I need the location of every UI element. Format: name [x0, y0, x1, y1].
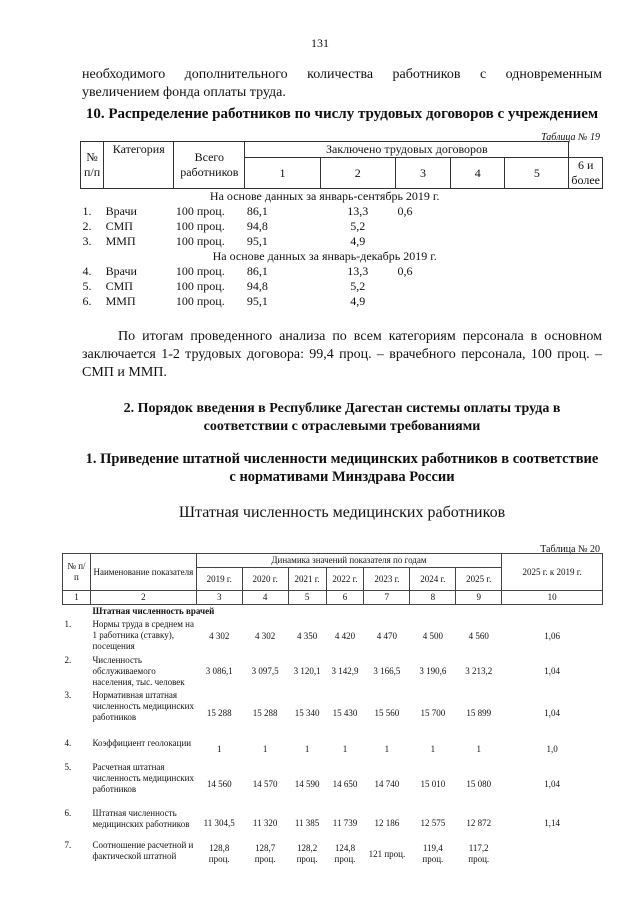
row-value: 14 570 [252, 778, 278, 789]
group-title: Штатная численность врачей [92, 606, 215, 616]
section-row [81, 189, 603, 205]
row-value: 14 650 [332, 778, 358, 789]
col-number-8: 8 [410, 591, 456, 605]
col-year-4: 2023 г. [364, 568, 410, 591]
row-contracts-3 [395, 294, 450, 309]
row-ratio: 1,14 [544, 817, 560, 828]
row-name: Нормативная штатная численность медицинских работников [92, 690, 194, 722]
row-empty [451, 219, 569, 234]
row-name: Штатная численность медицинских работников [92, 808, 190, 829]
col-contracts-4: 4 [451, 158, 505, 189]
row-value: 3 190,6 [419, 666, 447, 676]
row-total: 100 проц. [175, 294, 225, 308]
table-row [63, 689, 603, 737]
col-number-2: 2 [90, 591, 196, 605]
row-number: 2. [64, 655, 72, 665]
row-value: 12 575 [420, 817, 446, 828]
row-total: 100 проц. [175, 264, 225, 278]
row-value: 4 560 [468, 630, 489, 641]
row-contracts-2: 13,3 [347, 264, 369, 278]
col-number-9: 9 [456, 591, 502, 605]
row-value: 4 350 [296, 630, 318, 641]
row-value: 4 500 [422, 630, 443, 641]
row-value: 11 739 [332, 817, 358, 828]
row-empty [451, 234, 569, 249]
row-value: 15 288 [206, 707, 232, 718]
col-year-3: 2022 г. [326, 568, 364, 591]
col-contracts-1: 1 [245, 158, 320, 189]
intro-paragraph: необходимого дополнительного количества работников с одновременным увеличением фонда оплаты труда. [82, 67, 602, 100]
row-value: 1 [384, 743, 390, 754]
row-contracts-3 [395, 279, 450, 294]
row-contracts-2: 13,3 [347, 204, 369, 218]
row-ratio: 1,04 [544, 666, 560, 676]
table-row [63, 761, 603, 807]
col-contracts-2: 2 [320, 158, 395, 189]
row-name: Соотношение расчетной и фактической штатной [92, 840, 194, 861]
table-20-header-row [63, 554, 603, 568]
col-contracts-header: Заключено трудовых договоров [245, 142, 569, 158]
table-20-label: Таблица № 20 [540, 544, 600, 555]
row-value: 15 010 [420, 778, 446, 789]
row-value: 4 470 [376, 630, 398, 641]
row-total: 100 проц. [175, 279, 225, 293]
row-value: 128,8 проц. [208, 843, 230, 864]
row-value: 1 [430, 743, 436, 754]
row-name: Расчетная штатная численность медицинских работников [92, 762, 194, 794]
row-value: 1 [342, 743, 348, 754]
row-value: 15 560 [374, 707, 400, 718]
summary-paragraph: По итогам проведенного анализа по всем категориям персонала в основном заключается 1-2 трудовых договора: 99,4 проц. – врачебного персонала, 100 проц. – СМП и ММП. [82, 329, 602, 380]
row-value: 14 740 [374, 778, 400, 789]
row-category: Врачи [105, 204, 137, 218]
section-10-title: 10. Распределение работников по числу трудовых договоров с учреждением [85, 106, 599, 122]
row-empty [451, 294, 569, 309]
row-value: 117,2 проц. [468, 843, 490, 864]
row-empty [451, 279, 569, 294]
table-19-header-row [81, 142, 603, 158]
col-num-header: № п/п [81, 142, 104, 189]
row-contracts-3 [395, 219, 450, 234]
row-category: Врачи [105, 264, 137, 278]
col-dynamics-header: Динамика значений показателя по годам [196, 554, 501, 568]
row-number: 5. [64, 762, 72, 772]
row-number: 2. [82, 219, 92, 233]
row-contracts-3: 0,6 [397, 264, 413, 278]
row-contracts-3 [395, 234, 450, 249]
section-title: На основе данных за январь-сентябрь 2019 г. [209, 189, 440, 203]
row-empty [451, 204, 569, 219]
row-ratio: 1,0 [546, 743, 558, 754]
group-row [63, 605, 603, 619]
row-category: СМП [105, 279, 133, 293]
row-number: 4. [64, 738, 72, 748]
table-20-colnum-row [63, 591, 603, 605]
col-year-6: 2025 г. [456, 568, 502, 591]
table-row [81, 204, 603, 219]
row-ratio: 1,06 [544, 630, 560, 641]
row-number: 6. [64, 808, 72, 818]
section-2-title: 2. Порядок введения в Республике Дагестан системы оплаты труда в соответствии с отраслевыми требованиями [123, 401, 561, 434]
row-value: 128,7 проц. [254, 843, 276, 864]
col-contracts-6: 6 и более [569, 158, 603, 189]
row-value: 15 340 [294, 707, 320, 718]
row-value: 15 288 [252, 707, 278, 718]
row-contracts-2: 4,9 [350, 234, 366, 248]
row-value: 15 899 [466, 707, 492, 718]
row-value: 124,8 проц. [334, 843, 356, 864]
page-number: 131 [311, 36, 329, 50]
row-ratio: 1,04 [544, 707, 560, 718]
col-number-6: 6 [326, 591, 364, 605]
table-row [81, 219, 603, 234]
row-contracts-1: 95,1 [246, 234, 268, 248]
col-number-3: 3 [196, 591, 242, 605]
row-category: СМП [105, 219, 133, 233]
col-number-10: 10 [502, 591, 603, 605]
row-contracts-1: 94,8 [246, 219, 268, 233]
row-value: 3 166,5 [373, 666, 401, 676]
row-value: 3 097,5 [251, 666, 279, 676]
row-value: 11 320 [252, 817, 278, 828]
row-value: 4 302 [255, 630, 276, 641]
col-year-0: 2019 г. [196, 568, 242, 591]
row-value: 121 проц. [368, 848, 406, 859]
table-row [63, 737, 603, 761]
row-contracts-1: 94,8 [246, 279, 268, 293]
row-value: 1 [216, 743, 222, 754]
col-number-5: 5 [288, 591, 326, 605]
row-value: 128,2 проц. [296, 843, 318, 864]
row-empty [451, 264, 569, 279]
table-19-label: Таблица № 19 [541, 132, 600, 143]
row-value: 4 420 [334, 630, 356, 641]
row-category: ММП [105, 294, 136, 308]
row-value: 3 142,9 [331, 666, 359, 676]
table-row [63, 807, 603, 839]
table-20 [62, 553, 603, 869]
row-number: 3. [64, 690, 72, 700]
row-total: 100 проц. [175, 219, 225, 233]
row-value: 14 560 [206, 778, 232, 789]
col-year-2: 2021 г. [288, 568, 326, 591]
row-value: 11 385 [294, 817, 320, 828]
col-name-header: Наименование показателя [90, 554, 196, 591]
table-row [81, 294, 603, 309]
row-ratio: 1,04 [544, 778, 560, 789]
row-number: 1. [82, 204, 92, 218]
col-ratio-header: 2025 г. к 2019 г. [502, 554, 603, 591]
row-value: 3 120,1 [293, 666, 321, 676]
row-name: Коэффициент геолокации [92, 738, 192, 748]
row-value: 11 304,5 [203, 817, 235, 828]
row-value: 12 872 [466, 817, 492, 828]
row-value: 119,4 проц. [422, 843, 444, 864]
row-value: 15 430 [332, 707, 358, 718]
row-name: Численность обслуживаемого населения, тыс. человек [92, 655, 185, 687]
row-value: 15 700 [420, 707, 446, 718]
row-value: 15 080 [466, 778, 492, 789]
col-year-5: 2024 г. [410, 568, 456, 591]
col-number-7: 7 [364, 591, 410, 605]
row-contracts-2: 5,2 [350, 279, 366, 293]
row-contracts-1: 86,1 [246, 264, 268, 278]
table-19 [80, 141, 603, 309]
row-number: 7. [64, 840, 72, 850]
row-number: 5. [82, 279, 92, 293]
col-total-header: Всего работников [174, 142, 245, 189]
table-row [81, 279, 603, 294]
col-year-1: 2020 г. [242, 568, 288, 591]
row-value: 1 [476, 743, 481, 754]
row-number: 6. [82, 294, 92, 308]
section-title: На основе данных за январь-декабрь 2019 г. [212, 249, 437, 263]
row-number: 1. [64, 619, 72, 629]
section-row [81, 249, 603, 264]
row-value: 1 [304, 743, 310, 754]
row-category: ММП [105, 234, 136, 248]
row-value: 3 213,2 [465, 666, 493, 676]
row-contracts-1: 86,1 [246, 204, 268, 218]
row-contracts-3: 0,6 [397, 204, 413, 218]
staff-title: Штатная численность медицинских работников [178, 504, 506, 521]
table-row [63, 839, 603, 869]
row-value: 12 186 [374, 817, 400, 828]
row-contracts-2: 5,2 [350, 219, 366, 233]
row-value: 14 590 [294, 778, 320, 789]
col-contracts-3: 3 [395, 158, 450, 189]
row-total: 100 проц. [175, 234, 225, 248]
row-total: 100 проц. [175, 204, 225, 218]
col-contracts-5: 5 [505, 158, 569, 189]
row-number: 4. [82, 264, 92, 278]
col-number-4: 4 [242, 591, 288, 605]
row-number: 3. [82, 234, 92, 248]
col-num-header: № п/п [63, 554, 91, 591]
section-1-title: 1. Приведение штатной численности медицинских работников в соответствие с нормативами Минздрава России [85, 451, 599, 485]
table-row [63, 654, 603, 689]
row-value: 3 086,1 [205, 666, 233, 676]
row-value: 4 302 [209, 630, 230, 641]
col-number-1: 1 [63, 591, 91, 605]
row-ratio [502, 839, 603, 869]
col-category-header: Категория [104, 142, 174, 189]
row-contracts-2: 4,9 [350, 294, 366, 308]
table-row [81, 234, 603, 249]
row-value: 1 [262, 743, 268, 754]
row-name: Нормы труда в среднем на 1 работника (ставку), посещения [92, 619, 194, 651]
table-row [63, 618, 603, 654]
row-contracts-1: 95,1 [246, 294, 268, 308]
table-row [81, 264, 603, 279]
